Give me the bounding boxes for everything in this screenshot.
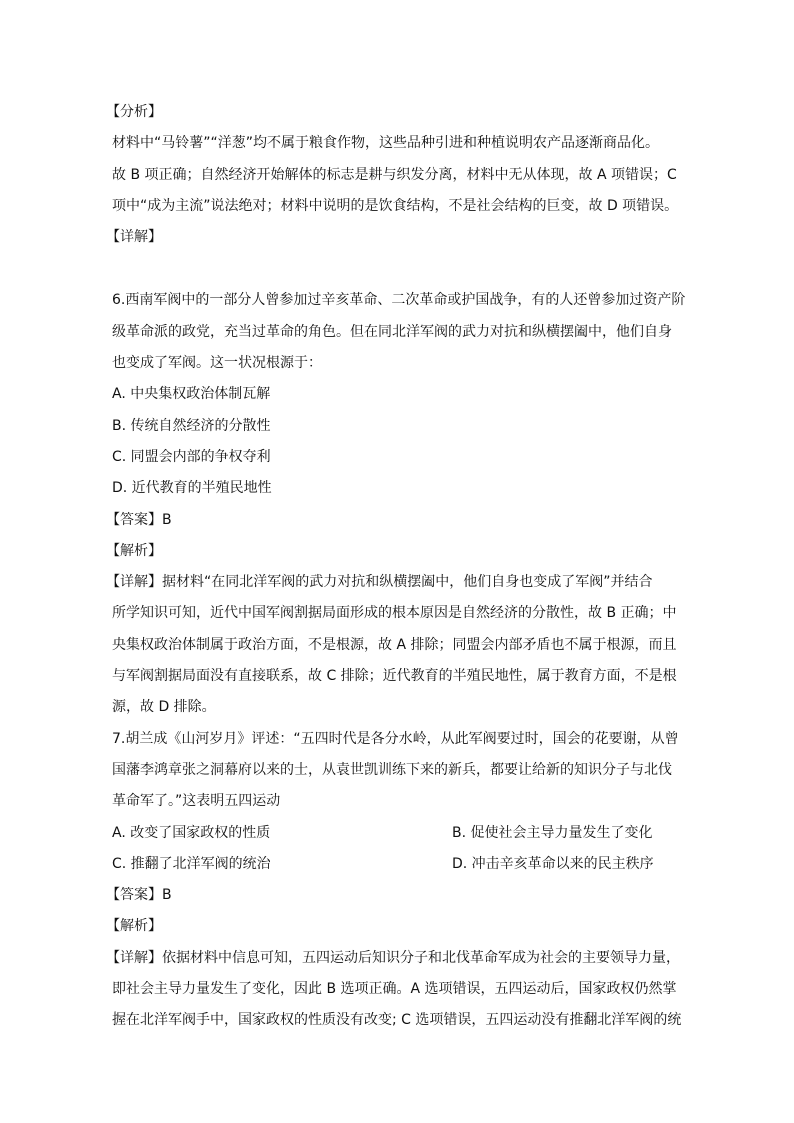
analysis-line: 材料中“马铃薯”“洋葱”均不属于粮食作物，这些品种引进和种植说明农产品逐渐商品化。: [112, 135, 660, 152]
document-page: [106, 97, 687, 1037]
option-b: B. 促使社会主导力量发生了变化: [452, 824, 653, 841]
answer: 【答案】B: [106, 511, 172, 528]
analysis-heading: 【解析】: [106, 542, 162, 559]
question-stem: 级革命派的政党，充当过革命的角色。但在同北洋军阀的武力对抗和纵横摆阖中，他们自身: [112, 323, 672, 340]
analysis-heading: 【解析】: [106, 918, 162, 935]
detail-line: 源，故 D 排除。: [112, 699, 216, 716]
option-d: D. 近代教育的半殖民地性: [112, 480, 272, 497]
detail-line: 【详解】依据材料中信息可知，五四运动后知识分子和北伐革命军成为社会的主要领导力量，: [106, 949, 680, 966]
option-a: A. 中央集权政治体制瓦解: [112, 386, 271, 403]
detail-line: 所学知识可知，近代中国军阀割据局面形成的根本原因是自然经济的分散性，故 B 正确；中: [112, 605, 677, 622]
detail-line: 握在北洋军阀手中，国家政权的性质没有改变; C 选项错误，五四运动没有推翻北洋军阀的统: [112, 1012, 682, 1029]
options-row: [112, 818, 687, 849]
options-row: [112, 849, 687, 880]
detail-line: 【详解】据材料“在同北洋军阀的武力对抗和纵横摆阖中，他们自身也变成了军阀”并结合: [106, 574, 653, 591]
answer: 【答案】B: [106, 887, 172, 904]
option-b: B. 传统自然经济的分散性: [112, 417, 271, 434]
question-stem: 也变成了军阀。这一状况根源于：: [112, 355, 322, 372]
question-7: [106, 724, 687, 1037]
option-c: C. 推翻了北洋军阀的统治: [112, 855, 271, 872]
analysis-heading: 【分析】: [106, 104, 162, 120]
detail-line: 与军阀割据局面没有直接联系，故 C 排除；近代教育的半殖民地性，属于教育方面，不是根: [112, 668, 677, 685]
question-stem: 革命军了。”这表明五四运动: [112, 793, 281, 810]
question-stem: 7.胡兰成《山河岁月》评述：“五四时代是各分水岭，从此军阀要过时，国会的花要谢，从曾: [112, 730, 679, 747]
question-6: [106, 285, 687, 723]
question-stem: 6.西南军阀中的一部分人曾参加过辛亥革命、二次革命或护国战争，有的人还曾参加过资产阶: [112, 292, 686, 309]
option-c: C. 同盟会内部的争权夺利: [112, 448, 271, 465]
detail-line: 即社会主导力量发生了变化，因此 B 选项正确。A 选项错误，五四运动后，国家政权仍然掌: [112, 981, 677, 998]
analysis-line: 项中“成为主流”说法绝对；材料中说明的是饮食结构，不是社会结构的巨变，故 D 项错误。: [112, 197, 679, 214]
question-stem: 国藩李鸿章张之洞幕府以来的士，从袁世凯训练下来的新兵，都要让给新的知识分子与北伐: [112, 761, 672, 778]
detail-heading: 【详解】: [106, 229, 162, 246]
analysis-line: 故 B 项正确；自然经济开始解体的标志是耕与织发分离，材料中无从体现，故 A 项错误；C: [112, 166, 677, 183]
detail-line: 央集权政治体制属于政治方面，不是根源，故 A 排除；同盟会内部矛盾也不属于根源，而且: [112, 636, 677, 653]
option-d: D. 冲击辛亥革命以来的民主秩序: [452, 855, 654, 872]
option-a: A. 改变了国家政权的性质: [112, 824, 271, 841]
